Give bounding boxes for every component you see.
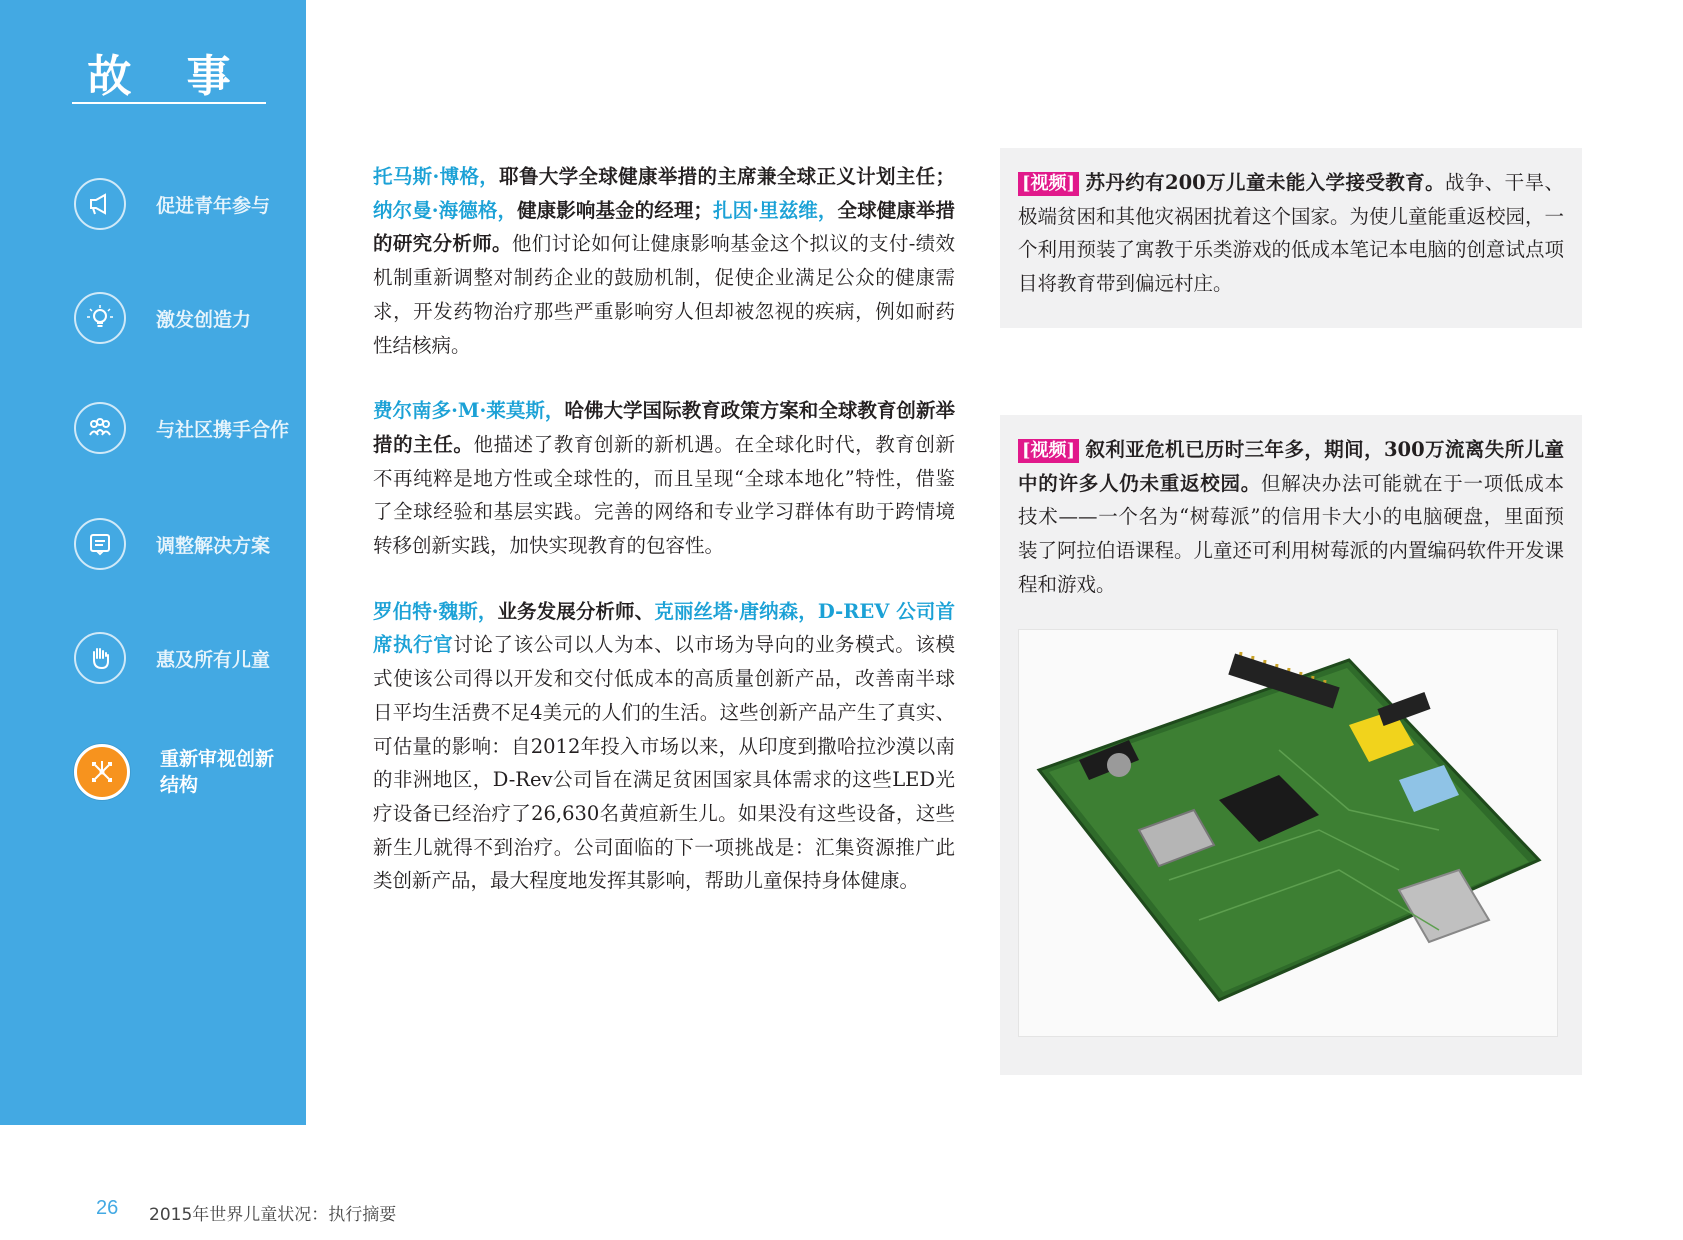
nav-label: 与社区携手合作 xyxy=(156,418,290,441)
speaker-name: 纳尔曼·海德格， xyxy=(373,198,518,222)
raspberry-pi-illustration xyxy=(1019,630,1557,1036)
main-column xyxy=(373,160,955,930)
hand-icon xyxy=(74,632,126,684)
nav-item-rethink-innovation[interactable] xyxy=(74,744,280,800)
nav-label-active: 重新审视创新结构 xyxy=(160,748,275,796)
nav-label: 促进青年参与 xyxy=(156,194,271,217)
megaphone-icon xyxy=(74,178,126,230)
network-arrows-icon xyxy=(74,744,130,800)
video-link[interactable]: [视频] xyxy=(1018,172,1079,196)
box-text xyxy=(1018,166,1564,301)
paragraph-education-innovation xyxy=(373,394,955,563)
running-footer: 2015年世界儿童状况：执行摘要 xyxy=(149,1205,397,1225)
people-group-icon xyxy=(74,402,126,454)
raspberry-pi-photo xyxy=(1018,629,1558,1037)
paragraph-health-impact-fund xyxy=(373,160,955,362)
speaker-title: 健康影响基金的经理； xyxy=(517,198,713,222)
document-icon xyxy=(74,518,126,570)
nav-label: 激发创造力 xyxy=(156,308,252,331)
nav-item-community[interactable] xyxy=(74,402,289,454)
sidebar xyxy=(0,0,306,1125)
speaker-name: 罗伯特·魏斯， xyxy=(373,599,498,623)
paragraph-body: 他描述了教育创新的新机遇。在全球化时代，教育创新不再纯粹是地方性或全球性的，而且呈现“全球本地化”特性，借鉴了全球经验和基层实践。完善的网络和专业学习群体有助于跨情境转移创新实践，加快实现教育的包容性。 xyxy=(373,432,955,558)
video-box-sudan xyxy=(1000,148,1582,328)
nav-label: 惠及所有儿童 xyxy=(156,648,271,671)
speaker-name: 费尔南多·M·莱莫斯， xyxy=(373,399,565,423)
box-body: 但解决办法可能就在于一项低成本技术——一个名为“树莓派”的信用卡大小的电脑硬盘，里面预装了阿拉伯语课程。儿童还可利用树莓派的内置编码软件开发课程和游戏。 xyxy=(1018,471,1565,596)
lightbulb-icon xyxy=(74,292,126,344)
paragraph-body: 讨论了该公司以人为本、以市场为导向的业务模式。该模式使该公司得以开发和交付低成本的高质量创新产品，改善南半球日平均生活费不足4美元的人们的生活。这些创新产品产生了真实、可估量的影响：自2012年投入市场以来，从印度到撒哈拉沙漠以南的非洲地区，D-Rev公司旨在满足贫困国家具体需求的这些LED光疗设备已经治疗了26,630名黄疸新生儿。如果没有这些设备，这些新生儿就得不到治疗。公司面临的下一项挑战是：汇集资源推广此类创新产品，最大程度地发挥其影响，帮助儿童保持身体健康。 xyxy=(373,633,955,893)
speaker-title: 业务发展分析师、 xyxy=(497,599,655,623)
box-lead: 苏丹约有200万儿童未能入学接受教育。 xyxy=(1085,171,1445,194)
nav-label: 调整解决方案 xyxy=(156,534,271,557)
nav-item-adjust-solutions[interactable] xyxy=(74,518,270,570)
paragraph-body: 他们讨论如何让健康影响基金这个拟议的支付-绩效机制重新调整对制药企业的鼓励机制，促使企业满足公众的健康需求，开发药物治疗那些严重影响穷人但却被忽视的疾病，例如耐药性结核病。 xyxy=(373,232,955,357)
speaker-title: 全球健康举措的研究分析师。 xyxy=(373,198,955,256)
nav-item-creativity[interactable] xyxy=(74,292,251,344)
speaker-title: 耶鲁大学全球健康举措的主席兼全球正义计划主任； xyxy=(499,165,955,188)
nav-item-youth-engagement[interactable] xyxy=(74,178,270,230)
box-lead: 叙利亚危机已历时三年多，期间，300万流离失所儿童中的许多人仍未重返校园。 xyxy=(1018,438,1564,495)
speaker-title: 哈佛大学国际教育政策方案和全球教育创新举措的主任。 xyxy=(373,399,955,456)
paragraph-drev xyxy=(373,595,955,898)
section-title: 故 事 xyxy=(87,51,251,102)
nav-item-reach-all-children[interactable] xyxy=(74,632,270,684)
box-text xyxy=(1018,433,1564,602)
box-body: 战争、干旱、极端贫困和其他灾祸困扰着这个国家。为使儿童能重返校园，一个利用预装了寓教于乐类游戏的低成本笔记本电脑的创意试点项目将教育带到偏远村庄。 xyxy=(1018,171,1565,296)
speaker-name: 克丽丝塔·唐纳森，D-REV 公司首席执行官 xyxy=(373,599,955,657)
video-link[interactable]: [视频] xyxy=(1018,439,1079,463)
title-underline xyxy=(72,102,266,104)
page-number: 26 xyxy=(96,1197,119,1219)
speaker-name: 托马斯·博格， xyxy=(373,165,500,188)
video-box-syria xyxy=(1000,415,1582,1075)
speaker-name: 扎因·里兹维， xyxy=(712,198,838,222)
